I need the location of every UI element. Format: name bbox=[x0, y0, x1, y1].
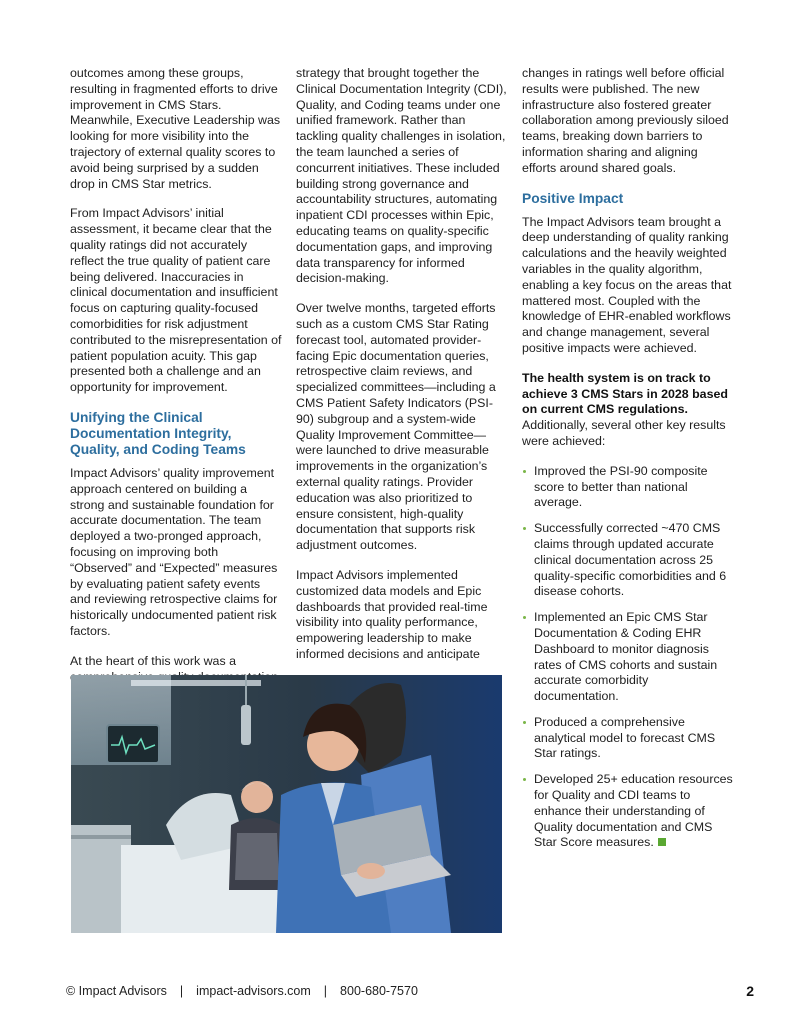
footer-copyright: © Impact Advisors bbox=[66, 984, 167, 998]
key-result-continuation: Additionally, several other key results were achieved: bbox=[522, 418, 726, 448]
list-item: Produced a comprehensive analytical model to forecast CMS Star ratings. bbox=[522, 715, 734, 762]
results-list bbox=[522, 464, 734, 852]
list-item: Implemented an Epic CMS Star Documentation & Coding EHR Dashboard to monitor diagnosis rates of CMS cohorts and sustain accurate comorbidity documentation. bbox=[522, 610, 734, 705]
list-item-text: Developed 25+ education resources for Quality and CDI teams to enhance their understanding of Quality documentation and CMS Star Score measures. bbox=[534, 772, 733, 850]
footer-separator: | bbox=[179, 984, 184, 998]
col1-paragraph-1: outcomes among these groups, resulting in fragmented efforts to drive improvement in CMS Stars. Meanwhile, Executive Leadership was looking for more visibility into the trajectory of external quality scores to avoid being surprised by a sudden drop in CMS Star metrics. bbox=[70, 66, 281, 191]
column-3 bbox=[522, 66, 734, 861]
col2-paragraph-3: Impact Advisors implemented customized data models and Epic dashboards that provided real-time visibility into quality performance, empowering leadership to make informed decisions and anticipate bbox=[296, 567, 488, 661]
footer-phone: 800-680-7570 bbox=[340, 984, 418, 998]
footer bbox=[66, 984, 418, 998]
footer-website-link[interactable]: impact-advisors.com bbox=[196, 984, 311, 998]
section-heading-positive-impact: Positive Impact bbox=[522, 190, 624, 206]
col3-paragraph-3 bbox=[522, 371, 734, 450]
list-item bbox=[522, 772, 734, 851]
footer-separator: | bbox=[323, 984, 328, 998]
col3-paragraph-1: changes in ratings well before official results were published. The new infrastructure also fostered greater collaboration among previously siloed teams, breaking down barriers to information sharing and aligning efforts around shared goals. bbox=[522, 66, 729, 175]
col1-paragraph-2: From Impact Advisors’ initial assessment, it became clear that the quality ratings did not accurately reflect the true quality of patient care being delivered. Inaccuracies in clinical documentation and insufficient focus on capturing quality-focused comorbidities for risk adjustment contributed to the misrepresentation of patient population acuity. This gap presented both a challenge and an opportunity for improvement. bbox=[70, 206, 282, 395]
col1-paragraph-4: At the heart of this work was a bbox=[70, 653, 236, 668]
hospital-photo bbox=[71, 675, 502, 933]
key-result-statement: The health system is on track to achieve 3 CMS Stars in 2028 based on current CMS regulations. bbox=[522, 370, 728, 417]
section-heading-unifying: Unifying the Clinical Documentation Integrity, Quality, and Coding Teams bbox=[70, 409, 246, 457]
col1-paragraph-3: Impact Advisors’ quality improvement approach centered on building a strong and sustainable foundation for accurate documentation. The team deployed a two-pronged approach, focusing on improving both “Observed” and “Expected” measures by evaluating patient safety events and reviewing retrospective claims for historically undocumented patient risk factors. bbox=[70, 465, 278, 638]
list-item: Improved the PSI-90 composite score to better than national average. bbox=[522, 464, 734, 511]
end-mark-icon bbox=[658, 838, 666, 846]
col2-paragraph-1: strategy that brought together the Clinical Documentation Integrity (CDI), Quality, and Coding teams under one unified framework. Rather than tackling quality challenges in isolation, the team launched a series of concurrent initiatives. These included building strong governance and accountability structures, automating inpatient CDI processes within Epic, educating teams on quality-specific documentation gaps, and improving data transparency for informed decision-making. bbox=[296, 66, 507, 286]
col2-paragraph-2: Over twelve months, targeted efforts such as a custom CMS Star Rating forecast tool, automated provider-facing Epic documentation queries, retrospective claim reviews, and specialized committees—including a CMS Patient Safety Indicators (PSI-90) subgroup and a system-wide Quality Improvement Committee—were launched to drive measurable improvements in the organization’s external quality ratings. Provider education was also prioritized to ensure consistent, high-quality documentation that supports risk adjustment outcomes. bbox=[296, 301, 496, 553]
column-2 bbox=[296, 66, 508, 677]
list-item: Successfully corrected ~470 CMS claims through updated accurate clinical documentation across 25 quality-specific comorbidities and 6 disease cohorts. bbox=[522, 521, 734, 600]
column-1 bbox=[70, 66, 282, 699]
page-number: 2 bbox=[746, 983, 754, 999]
col3-paragraph-2: The Impact Advisors team brought a deep understanding of quality ranking calculations and the heavily weighted variables in the quality algorithm, enabling a key focus on the areas that mattered most. Coupled with the knowledge of EHR-enabled workflows and change management, several positive impacts were achieved. bbox=[522, 214, 732, 355]
